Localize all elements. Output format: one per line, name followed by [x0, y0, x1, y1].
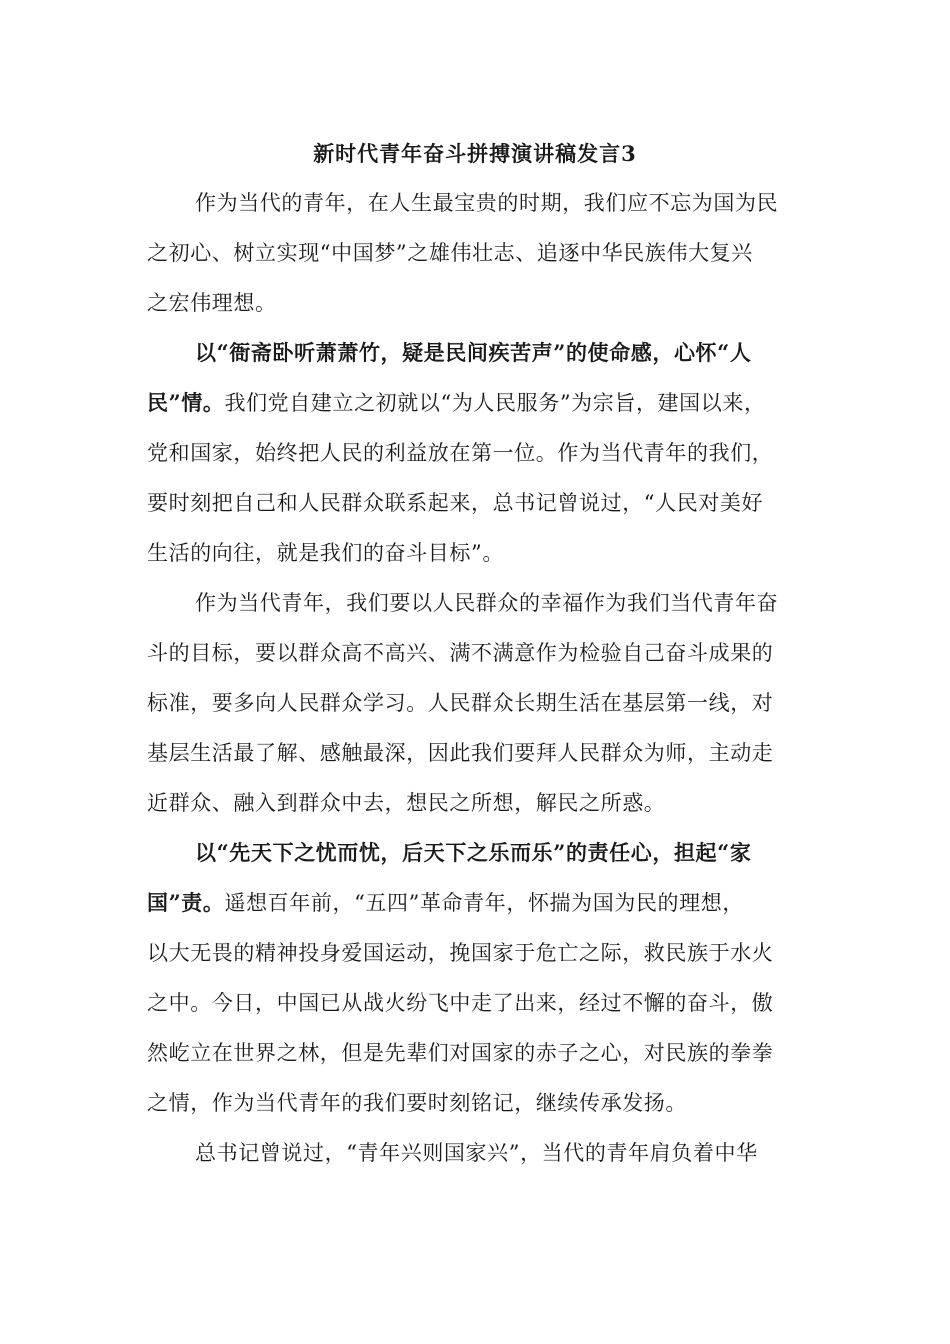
paragraph-1-line-2: 之初心、树立实现“中国梦”之雄伟壮志、追逐中华民族伟大复兴	[147, 241, 753, 265]
paragraph-2-line-2	[147, 387, 807, 419]
paragraph-1-line-3: 之宏伟理想。	[147, 291, 277, 315]
paragraph-2-line-2-text: 我们党自建立之初就以“为人民服务”为宗旨，建国以来，	[224, 391, 766, 415]
paragraph-1-line-1: 作为当代的青年，在人生最宝贵的时期，我们应不忘为国为民	[195, 191, 779, 215]
paragraph-5-line-1: 总书记曾说过，“青年兴则国家兴”，当代的青年肩负着中华	[195, 1141, 758, 1165]
paragraph-4-line-2-text: 遥想百年前，“五四”革命青年，怀揣为国为民的理想，	[224, 891, 744, 915]
paragraph-4-line-5: 然屹立在世界之林，但是先辈们对国家的赤子之心，对民族的拳拳	[147, 1041, 774, 1065]
paragraph-3-line-2: 斗的目标，要以群众高不高兴、满不满意作为检验自己奋斗成果的	[147, 641, 774, 665]
document-title: 新时代青年奋斗拼搏演讲稿发言3	[313, 141, 637, 166]
paragraph-4-heading-line-1: 以“先天下之忧而忧，后天下之乐而乐”的责任心，担起“家	[195, 840, 752, 865]
paragraph-2-line-4: 要时刻把自己和人民群众联系起来，总书记曾说过，“人民对美好	[147, 491, 764, 515]
paragraph-2-heading-line-1: 以“衙斋卧听萧萧竹，疑是民间疾苦声”的使命感，心怀“人	[195, 340, 752, 365]
paragraph-3-line-4: 基层生活最了解、感触最深，因此我们要拜人民群众为师，主动走	[147, 741, 774, 765]
paragraph-4-line-2	[147, 887, 807, 919]
paragraph-3-line-3: 标准，要多向人民群众学习。人民群众长期生活在基层第一线，对	[147, 691, 774, 715]
paragraph-4-heading-end: 国”责。	[147, 890, 225, 915]
paragraph-3-line-1: 作为当代青年，我们要以人民群众的幸福作为我们当代青年奋	[195, 591, 779, 615]
paragraph-4-line-4: 之中。今日，中国已从战火纷飞中走了出来，经过不懈的奋斗，傲	[147, 991, 774, 1015]
paragraph-2-heading-end: 民”情。	[147, 390, 225, 415]
paragraph-4-line-3: 以大无畏的精神投身爱国运动，挽国家于危亡之际，救民族于水火	[147, 941, 774, 965]
paragraph-2-line-3: 党和国家，始终把人民的利益放在第一位。作为当代青年的我们，	[147, 441, 774, 465]
paragraph-3-line-5: 近群众、融入到群众中去，想民之所想，解民之所惑。	[147, 791, 666, 815]
paragraph-2-line-5: 生活的向往，就是我们的奋斗目标”。	[147, 541, 504, 565]
paragraph-4-line-6: 之情，作为当代青年的我们要时刻铭记，继续传承发扬。	[147, 1091, 687, 1115]
